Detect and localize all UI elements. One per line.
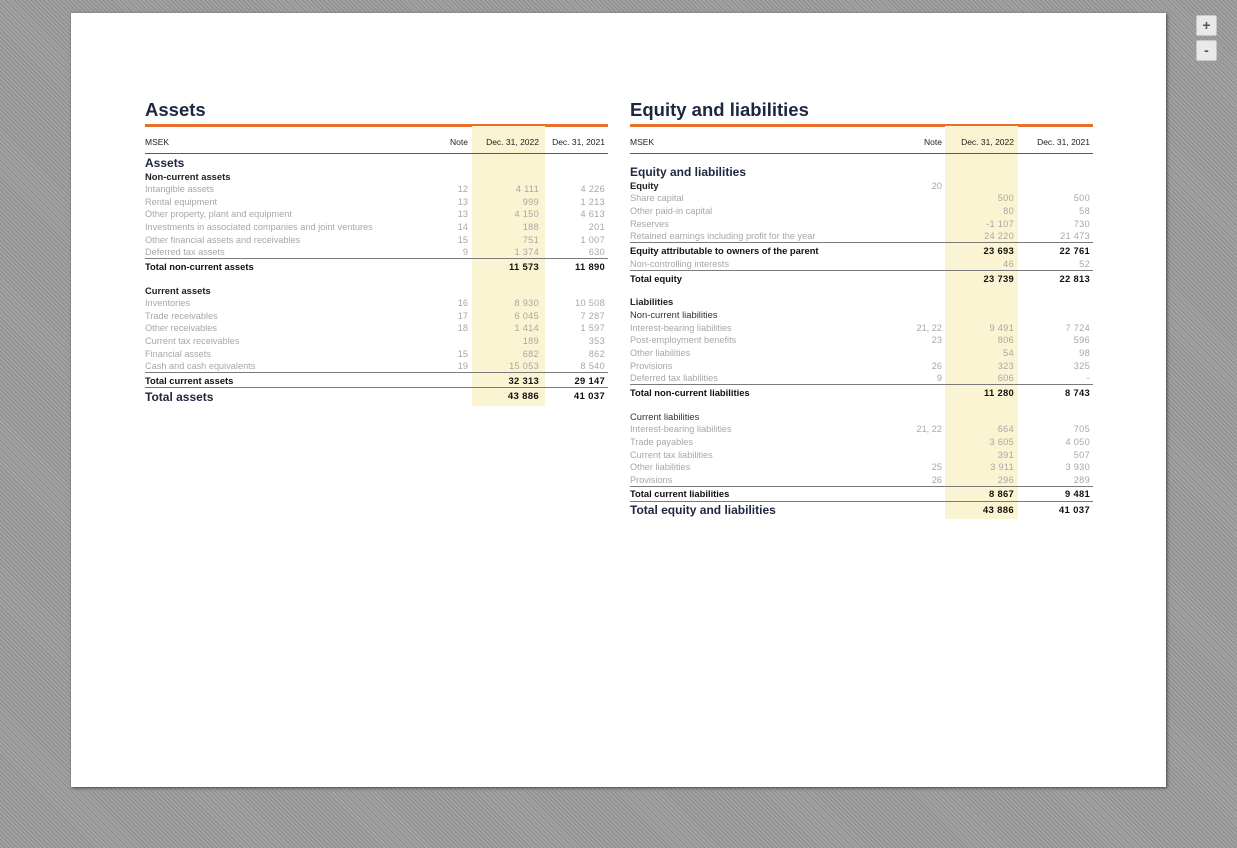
equity-liabilities-table: [630, 127, 1093, 518]
row-2021: 21 473: [1060, 231, 1090, 242]
row-note: [900, 205, 942, 218]
row-label: Current tax liabilities: [630, 449, 713, 460]
row-2021: 1 597: [580, 323, 605, 334]
grand-total-row: [630, 501, 1093, 518]
row-2022: 606: [997, 373, 1014, 384]
row-2022: 4 111: [515, 183, 539, 194]
header-msek: MSEK: [145, 127, 442, 153]
header-2022: Dec. 31, 2022: [468, 127, 542, 153]
row-label: Cash and cash equivalents: [145, 361, 256, 372]
row-label: Interest-bearing liabilities: [630, 322, 732, 333]
assets-panel: [145, 97, 608, 405]
row-note: 17: [457, 310, 468, 321]
header-msek: MSEK: [630, 127, 900, 153]
table-row: [630, 474, 1093, 487]
header-note: Note: [442, 127, 468, 153]
total-label: Total current assets: [145, 373, 442, 388]
row-note: 21, 22: [916, 424, 942, 435]
table-row: [630, 372, 1093, 385]
header-2022: Dec. 31, 2022: [942, 127, 1017, 153]
row-2022: 8 930: [514, 297, 539, 308]
row-2021: 1 213: [580, 196, 605, 207]
category-heading: [145, 153, 608, 170]
equity-liabilities-title: Equity and liabilities: [630, 99, 809, 120]
table-row: [145, 347, 608, 360]
section-heading: [630, 179, 1093, 192]
assets-table: [145, 127, 608, 405]
current-liabilities-heading: Current liabilities: [630, 410, 700, 422]
total-2021: 11 890: [542, 259, 608, 274]
total-2022: 32 313: [468, 373, 542, 388]
row-label: Trade receivables: [145, 310, 218, 321]
row-label: Intangible assets: [145, 183, 214, 194]
total-2021: 8 743: [1017, 385, 1093, 400]
table-row: [145, 246, 608, 259]
row-label: Deferred tax liabilities: [630, 373, 718, 384]
row-2021: 500: [1073, 193, 1090, 204]
row-2022: 6 045: [514, 310, 539, 321]
row-2022: 664: [997, 424, 1014, 435]
row-2021: 58: [1079, 206, 1090, 217]
row-2021: 7 287: [580, 310, 605, 321]
row-2021: 705: [1073, 424, 1090, 435]
zoom-out-button[interactable]: -: [1196, 40, 1217, 61]
row-note: 21, 22: [916, 322, 942, 333]
row-note: 25: [931, 462, 942, 473]
row-2022: 391: [997, 449, 1014, 460]
row-label: Other liabilities: [630, 462, 691, 473]
subtotal-row: [630, 243, 1093, 258]
zoom-in-button[interactable]: +: [1196, 15, 1217, 36]
total-row: [630, 486, 1093, 501]
equity-heading: Equity: [630, 180, 659, 191]
header-2021: Dec. 31, 2021: [542, 127, 608, 153]
row-label: Non-controlling interests: [630, 258, 730, 269]
row-label: Interest-bearing liabilities: [630, 424, 732, 435]
total-row: [145, 373, 608, 388]
table-row: [630, 205, 1093, 218]
row-note: 9: [462, 247, 468, 258]
table-row: [630, 347, 1093, 360]
section-heading: [145, 284, 608, 297]
table-header: [145, 127, 608, 153]
document-page: [71, 13, 1166, 787]
row-2021: -: [1086, 373, 1090, 384]
row-note: [900, 258, 942, 271]
row-label: Trade payables: [630, 436, 693, 447]
row-2022: 751: [522, 234, 539, 245]
subtotal-2022: 23 693: [942, 243, 1017, 258]
header-note: Note: [900, 127, 942, 153]
row-2022: 1 374: [514, 247, 539, 258]
table-row: [145, 322, 608, 335]
table-row: [630, 217, 1093, 230]
total-2022: 11 280: [942, 385, 1017, 400]
row-2021: 98: [1079, 348, 1090, 359]
row-2022: 9 491: [989, 322, 1014, 333]
row-2022: 4 150: [514, 209, 539, 220]
equity-liabilities-panel: [630, 97, 1093, 518]
row-2021: 8 540: [580, 361, 605, 372]
table-row: [145, 335, 608, 348]
table-header: [630, 127, 1093, 153]
row-2021: 3 930: [1065, 462, 1090, 473]
total-label: Total non-current assets: [145, 259, 442, 274]
row-note: [900, 436, 942, 449]
row-2021: 289: [1073, 474, 1090, 485]
row-2021: 7 724: [1065, 322, 1090, 333]
table-row: [145, 208, 608, 221]
row-2022: 500: [997, 193, 1014, 204]
table-row: [145, 360, 608, 373]
row-2022: 80: [1003, 206, 1014, 217]
row-2022: 189: [522, 336, 539, 347]
total-label: Total equity: [630, 270, 900, 285]
table-row: [630, 192, 1093, 205]
row-note: [900, 230, 942, 243]
grand-total-row: [145, 388, 608, 405]
row-2022: 54: [1003, 348, 1014, 359]
table-row: [630, 423, 1093, 436]
row-note: [900, 347, 942, 360]
row-2022: 46: [1003, 258, 1014, 269]
row-note: 18: [457, 323, 468, 334]
subtotal-2021: 22 761: [1017, 243, 1093, 258]
table-row: [145, 297, 608, 310]
row-2022: 296: [997, 474, 1014, 485]
row-2021: 10 508: [575, 297, 605, 308]
grand-total-2022: 43 886: [942, 501, 1017, 518]
row-note: [900, 448, 942, 461]
total-2021: 29 147: [542, 373, 608, 388]
table-row: [630, 436, 1093, 449]
row-note: 15: [457, 348, 468, 359]
noncurrent-liabilities-heading: Non-current liabilities: [630, 309, 718, 321]
grand-total-2021: 41 037: [542, 388, 608, 405]
row-2021: 730: [1073, 218, 1090, 229]
row-2022: 3 605: [989, 436, 1014, 447]
total-2022: 8 867: [942, 486, 1017, 501]
row-note: 26: [931, 474, 942, 485]
grand-total-2021: 41 037: [1017, 501, 1093, 518]
row-2021: 862: [588, 348, 605, 359]
table-row: [145, 195, 608, 208]
table-row: [630, 321, 1093, 334]
row-note: 16: [457, 297, 468, 308]
total-row: [145, 259, 608, 274]
grand-total-label: Total equity and liabilities: [630, 501, 900, 518]
row-label: Investments in associated companies and joint ventures: [145, 221, 373, 232]
subtotal-label: Equity attributable to owners of the parent: [630, 243, 900, 258]
row-label: Other liabilities: [630, 348, 691, 359]
row-label: Current tax receivables: [145, 336, 240, 347]
row-label: Other receivables: [145, 323, 218, 334]
row-label: Other financial assets and receivables: [145, 234, 301, 245]
row-2021: 4 613: [580, 209, 605, 220]
row-note: 9: [936, 373, 942, 384]
row-2022: 24 220: [984, 231, 1014, 242]
row-label: Post-employment benefits: [630, 335, 737, 346]
row-label: Rental equipment: [145, 196, 218, 207]
liabilities-heading: Liabilities: [630, 296, 674, 308]
row-label: Share capital: [630, 193, 684, 204]
row-note: 14: [457, 221, 468, 232]
row-note: 23: [931, 335, 942, 346]
total-2022: 23 739: [942, 270, 1017, 285]
current-assets-heading: Current assets: [145, 284, 211, 296]
table-row: [630, 461, 1093, 474]
table-row: [145, 221, 608, 234]
total-label: Total non-current liabilities: [630, 385, 900, 400]
table-row: [145, 233, 608, 246]
table-row: [630, 230, 1093, 243]
category-label: Equity and liabilities: [630, 165, 747, 179]
row-2021: 52: [1079, 258, 1090, 269]
row-note: [900, 217, 942, 230]
row-2021: 507: [1073, 449, 1090, 460]
row-2021: 353: [588, 336, 605, 347]
table-row: [630, 334, 1093, 347]
row-2022: 806: [997, 335, 1014, 346]
row-note: [442, 335, 468, 348]
equity-note: 20: [931, 180, 942, 191]
table-row: [630, 258, 1093, 271]
row-note: 13: [457, 209, 468, 220]
section-heading: [145, 170, 608, 183]
row-label: Deferred tax assets: [145, 247, 225, 258]
total-row: [630, 385, 1093, 400]
subsection-heading: [630, 308, 1093, 321]
row-2022: 682: [522, 348, 539, 359]
row-2021: 630: [588, 247, 605, 258]
row-label: Retained earnings including profit for the year: [630, 231, 816, 242]
noncurrent-assets-heading: Non-current assets: [145, 170, 231, 182]
row-2021: 1 007: [580, 234, 605, 245]
row-label: Inventories: [145, 297, 190, 308]
row-label: Other property, plant and equipment: [145, 209, 292, 220]
total-2021: 9 481: [1017, 486, 1093, 501]
total-2022: 11 573: [468, 259, 542, 274]
row-label: Provisions: [630, 474, 673, 485]
section-heading: [630, 295, 1093, 308]
assets-title: Assets: [145, 99, 206, 120]
table-row: [630, 448, 1093, 461]
table-row: [145, 183, 608, 196]
row-2022: 1 414: [514, 323, 539, 334]
grand-total-2022: 43 886: [468, 388, 542, 405]
row-2022: 3 911: [990, 462, 1014, 473]
row-note: [900, 192, 942, 205]
grand-total-label: Total assets: [145, 388, 442, 405]
row-note: 19: [457, 361, 468, 372]
header-2021: Dec. 31, 2021: [1017, 127, 1093, 153]
row-2021: 4 226: [580, 183, 605, 194]
row-2021: 325: [1073, 360, 1090, 371]
row-2022: 323: [997, 360, 1014, 371]
row-label: Reserves: [630, 218, 669, 229]
row-2021: 4 050: [1065, 436, 1090, 447]
category-heading: [630, 163, 1093, 179]
row-2022: 999: [522, 196, 539, 207]
row-note: 15: [457, 234, 468, 245]
table-row: [630, 360, 1093, 373]
row-note: 12: [457, 183, 468, 194]
row-label: Other paid-in capital: [630, 206, 713, 217]
total-row: [630, 270, 1093, 285]
row-2022: -1 107: [986, 218, 1014, 229]
row-2022: 188: [522, 221, 539, 232]
row-note: 26: [931, 360, 942, 371]
row-2022: 15 053: [509, 361, 539, 372]
row-label: Provisions: [630, 360, 673, 371]
row-2021: 596: [1073, 335, 1090, 346]
table-row: [145, 309, 608, 322]
row-2021: 201: [588, 221, 605, 232]
category-label: Assets: [145, 155, 185, 170]
subsection-heading: [630, 410, 1093, 423]
total-2021: 22 813: [1017, 270, 1093, 285]
row-note: 13: [457, 196, 468, 207]
row-label: Financial assets: [145, 348, 211, 359]
total-label: Total current liabilities: [630, 486, 900, 501]
